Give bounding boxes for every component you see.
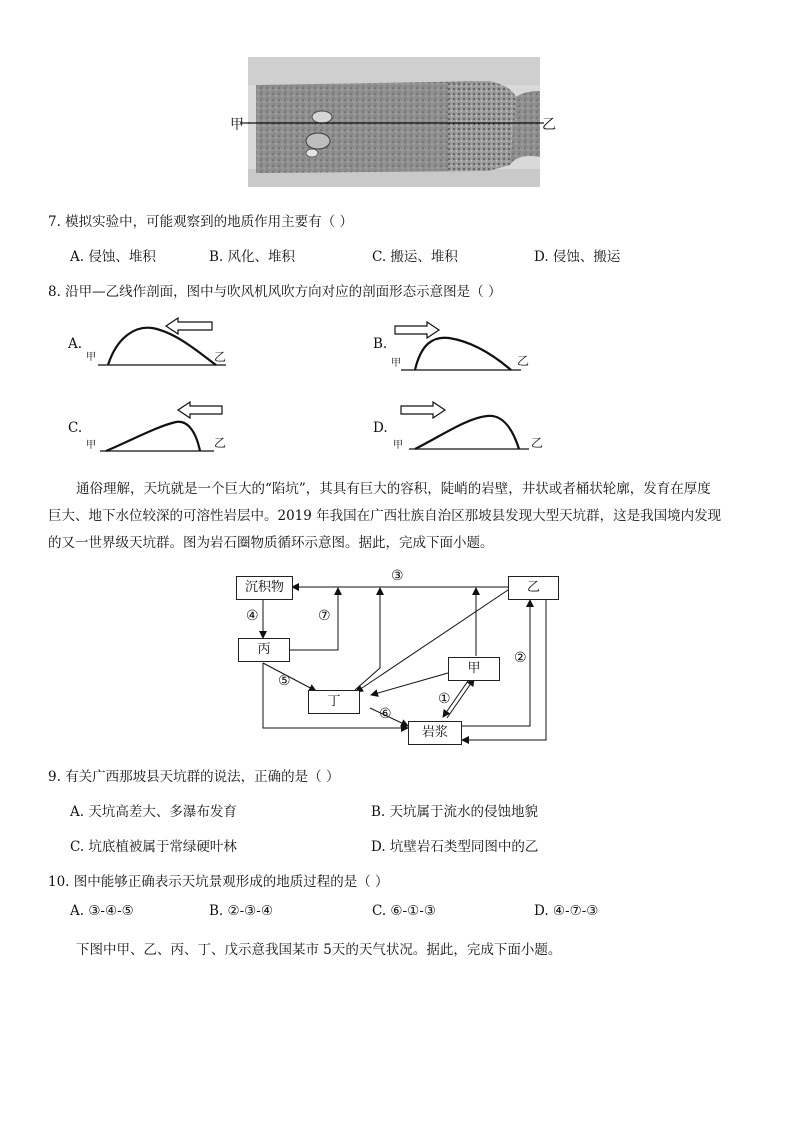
node-yi: 乙 (508, 576, 559, 600)
label-3: ③ (391, 568, 404, 584)
passage-line-2: 巨大、地下水位较深的可溶性岩层中。2019 年我国在广西壮族自治区那坡县发现大型天坑群，这是我国境内发现 (48, 508, 722, 524)
question-9-option-c: C. 坑底植被属于常绿硬叶林 (70, 839, 237, 855)
option-letter: B. (373, 336, 388, 352)
profile-left-label: 甲 (391, 358, 401, 369)
profile-right-label: 乙 (517, 354, 530, 368)
node-jia: 甲 (448, 657, 500, 681)
passage (48, 476, 748, 557)
question-10-option-c: C. ⑥-①-③ (372, 903, 436, 919)
photo-label-right: 乙 (542, 117, 556, 133)
passage-line-3: 的又一世界级天坑群。图为岩石圈物质循环示意图。据此，完成下面小题。 (48, 535, 494, 551)
question-8-option-a (66, 314, 236, 374)
question-8-option-b (371, 314, 541, 374)
profile-diagram-a (66, 314, 236, 374)
question-10-option-a: A. ③-④-⑤ (70, 903, 134, 919)
label-5: ⑤ (278, 673, 291, 689)
question-8-stem: 8. 沿甲—乙线作剖面，图中与吹风机风吹方向对应的剖面形态示意图是（ ） (48, 284, 502, 300)
profile-diagram-d (371, 398, 551, 454)
question-9-option-b: B. 天坑属于流水的侵蚀地貌 (371, 804, 539, 820)
profile-left-label: 甲 (86, 440, 96, 451)
profile-left-label: 甲 (86, 352, 96, 363)
sand-tray-image (248, 57, 540, 187)
label-1: ① (438, 691, 451, 707)
question-7-option-c: C. 搬运、堆积 (372, 249, 458, 265)
question-8-option-c (66, 398, 236, 454)
photo-label-left: 甲 (230, 117, 244, 133)
photo-line-left-stub (240, 121, 250, 125)
node-magma: 岩浆 (408, 721, 462, 745)
wind-arrow-left-icon (166, 318, 212, 334)
option-letter: D. (373, 420, 388, 436)
question-10-option-d: D. ④-⑦-③ (534, 903, 599, 919)
question-7-stem: 7. 模拟实验中，可能观察到的地质作用主要有（ ） (48, 214, 353, 230)
wind-arrow-right-icon (401, 402, 445, 418)
profile-left-label: 甲 (393, 440, 403, 451)
option-letter: C. (68, 420, 83, 436)
label-4: ④ (246, 608, 259, 624)
node-ding: 丁 (308, 690, 360, 714)
question-9-stem: 9. 有关广西那坡县天坑群的说法，正确的是（ ） (48, 769, 340, 785)
label-2: ② (514, 650, 527, 666)
option-letter: A. (68, 336, 83, 352)
question-10-option-b: B. ②-③-④ (209, 903, 273, 919)
label-7: ⑦ (318, 608, 331, 624)
question-7-option-b: B. 风化、堆积 (209, 249, 296, 265)
profile-diagram-b (371, 314, 541, 374)
photo-line-right-stub (540, 121, 544, 125)
label-6: ⑥ (379, 706, 392, 722)
question-8-option-d (371, 398, 551, 454)
node-sediment: 沉积物 (236, 576, 293, 600)
question-7-option-a: A. 侵蚀、堆积 (70, 249, 156, 265)
profile-right-label: 乙 (214, 436, 227, 450)
experiment-photo (248, 57, 540, 187)
wind-arrow-right-icon (395, 322, 439, 338)
profile-right-label: 乙 (531, 436, 544, 450)
question-9-option-d: D. 坑壁岩石类型同图中的乙 (371, 839, 539, 855)
question-9-option-a: A. 天坑高差大、多瀑布发育 (70, 804, 237, 820)
wind-arrow-left-icon (178, 402, 222, 418)
closing-intro: 下图中甲、乙、丙、丁、戊示意我国某市 5天的天气状况。据此，完成下面小题。 (76, 942, 562, 958)
question-7-option-d: D. 侵蚀、搬运 (534, 249, 621, 265)
passage-line-1: 通俗理解，天坑就是一个巨大的“陷坑”，其具有巨大的容积，陡峭的岩壁，井状或者桶状轮廓，发育在厚度 (76, 481, 711, 497)
node-bing: 丙 (238, 638, 290, 662)
profile-right-label: 乙 (214, 350, 227, 364)
question-10-stem: 10. 图中能够正确表示天坑景观形成的地质过程的是（ ） (48, 874, 389, 890)
profile-diagram-c (66, 398, 236, 454)
